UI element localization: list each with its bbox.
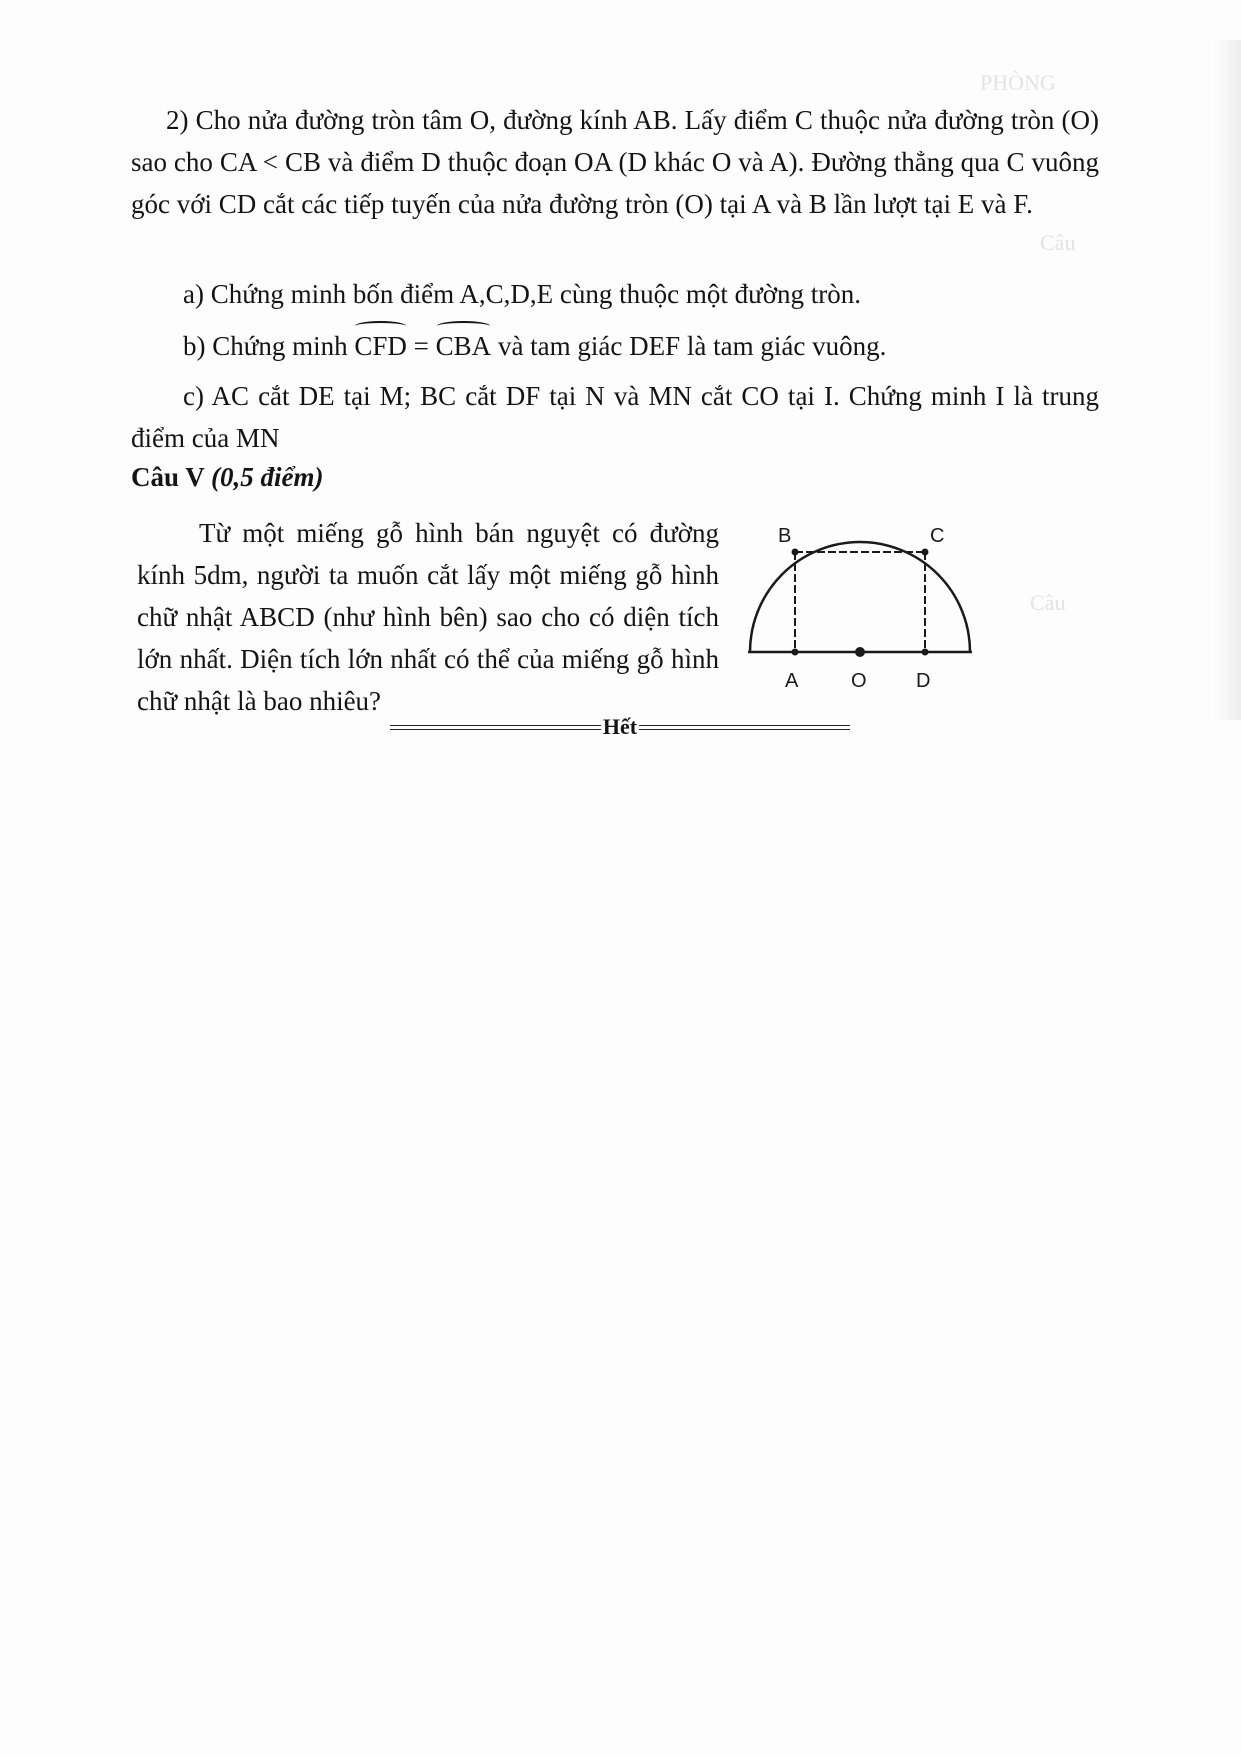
label-c: C [930,525,945,547]
part-b-equals: = [406,331,436,361]
label-b: B [778,525,792,547]
angle-cba: CBA [436,323,492,367]
label-d: D [916,670,931,692]
end-text: Hết [602,714,638,739]
problem-2-intro: 2) Cho nửa đường tròn tâm O, đường kính AB. Lấy điểm C thuộc nửa đường tròn (O) sao cho CA < CB và điểm D thuộc đoạn OA (D khác O và A). Đường thẳng qua C vuông góc với CD cắt các tiếp tuyến của nửa đường tròn (O) tại A và B lần lượt tại E và F. [131,105,1099,219]
problem-2-part-b [183,323,1083,367]
part-b-prefix: b) Chứng minh [183,331,355,361]
scan-shadow [1211,40,1241,720]
semicircle-rectangle-figure [740,512,1010,702]
problem-2-part-a: a) Chứng minh bốn điểm A,C,D,E cùng thuộc một đường tròn. [183,279,861,309]
divider [639,725,850,730]
question-5-points: (0,5 điểm) [211,462,324,492]
bleed-through-text: Câu [1040,230,1076,255]
point-d-dot [922,649,929,656]
question-5-label: Câu V [131,462,212,492]
point-b-dot [792,549,799,556]
bleed-through-text: PHÒNG [980,70,1056,95]
point-c-dot [922,549,929,556]
question-5-heading [131,462,324,493]
label-a: A [785,670,799,692]
label-o: O [851,670,867,692]
part-b-suffix: và tam giác DEF là tam giác vuông. [491,331,887,361]
end-of-exam-marker [390,712,850,742]
point-a-dot [792,649,799,656]
bleed-through-text: Câu [1030,590,1066,615]
point-o-dot [855,647,865,657]
problem-2-part-c: c) AC cắt DE tại M; BC cắt DF tại N và MN cắt CO tại I. Chứng minh I là trung điểm của MN [131,381,1099,453]
angle-cfd: CFD [354,323,407,367]
semicircle-arc [750,542,970,652]
question-5-text: Từ một miếng gỗ hình bán nguyệt có đường kính 5dm, người ta muốn cắt lấy một miếng gỗ hình chữ nhật ABCD (như hình bên) sao cho có diện tích lớn nhất. Diện tích lớn nhất có thể của miếng gỗ hình chữ nhật là bao nhiêu? [137,518,719,716]
divider [390,725,601,730]
